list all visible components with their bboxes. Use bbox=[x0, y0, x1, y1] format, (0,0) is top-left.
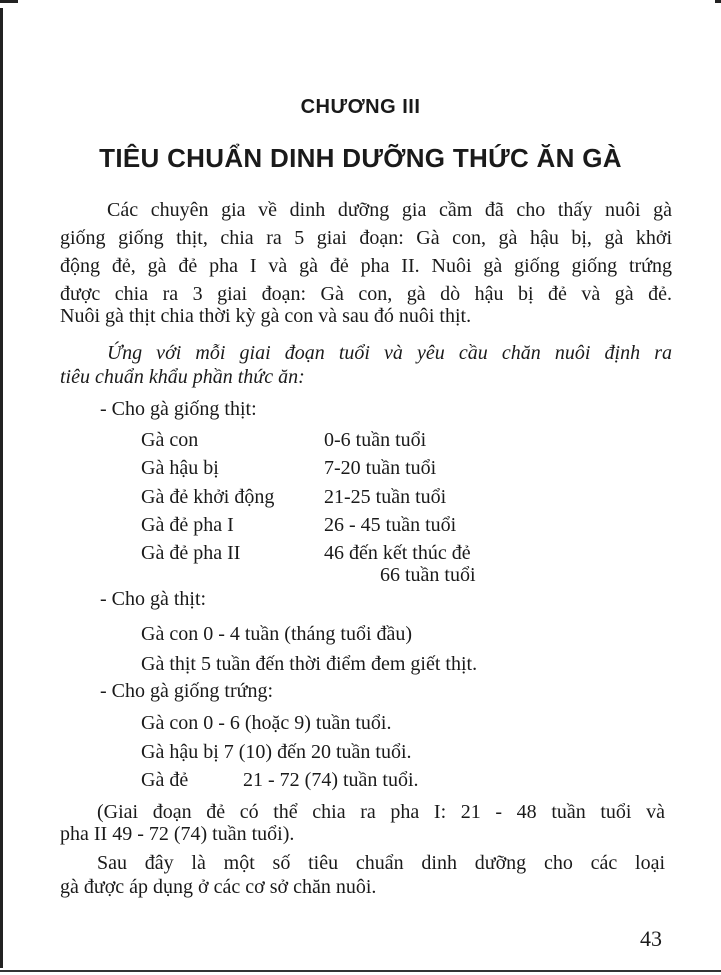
stage-label: Gà đẻ pha I bbox=[141, 514, 234, 536]
paragraph-line: (Giai đoạn đẻ có thể chia ra pha I: 21 - 48 tuần tuổi và bbox=[97, 801, 665, 823]
paragraph-line: được chia ra 3 giai đoạn: Gà con, gà dò hậu bị đẻ và gà đẻ. bbox=[60, 283, 672, 305]
stage-label: Gà đẻ pha II bbox=[141, 542, 241, 564]
page-number: 43 bbox=[640, 926, 662, 951]
age-range: 7-20 tuần tuổi bbox=[324, 457, 437, 479]
stage-label: Gà hậu bị bbox=[141, 457, 219, 479]
list-item: Gà hậu bị 7 (10) đến 20 tuần tuổi. bbox=[141, 741, 412, 763]
stage-label: Gà đẻ khởi động bbox=[141, 486, 275, 508]
paragraph-line: pha II 49 - 72 (74) tuần tuổi). bbox=[60, 823, 295, 845]
page-title: TIÊU CHUẨN DINH DƯỠNG THỨC ĂN GÀ bbox=[99, 143, 622, 173]
paragraph-line: tiêu chuẩn khẩu phần thức ăn: bbox=[60, 366, 305, 388]
scan-edge-bottom bbox=[0, 970, 721, 972]
paragraph-line: gà được áp dụng ở các cơ sở chăn nuôi. bbox=[60, 876, 377, 898]
list-item: Gà con 0 - 6 (hoặc 9) tuần tuổi. bbox=[141, 712, 392, 734]
stage-label: Gà đẻ bbox=[141, 769, 189, 791]
stage-label: Gà con bbox=[141, 429, 199, 451]
age-range: 21 - 72 (74) tuần tuổi. bbox=[243, 769, 419, 791]
list-item: Gà con 0 - 4 tuần (tháng tuổi đầu) bbox=[141, 623, 413, 645]
paragraph-line: Sau đây là một số tiêu chuẩn dinh dưỡng cho các loại bbox=[97, 852, 665, 874]
paragraph-line: động đẻ, gà đẻ pha I và gà đẻ pha II. Nuôi gà giống giống trứng bbox=[60, 255, 672, 277]
age-range: 0-6 tuần tuổi bbox=[324, 429, 427, 451]
paragraph-line: giống giống thịt, chia ra 5 giai đoạn: Gà con, gà hậu bị, gà khởi bbox=[60, 227, 672, 249]
section-heading: - Cho gà giống trứng: bbox=[100, 680, 274, 702]
age-range-continuation: 66 tuần tuổi bbox=[380, 564, 476, 586]
scan-edge-top bbox=[0, 0, 18, 3]
age-range: 46 đến kết thúc đẻ bbox=[324, 542, 471, 564]
chapter-heading: CHƯƠNG III bbox=[300, 96, 421, 118]
section-heading: - Cho gà thịt: bbox=[100, 588, 207, 610]
paragraph-line: Nuôi gà thịt chia thời kỳ gà con và sau đó nuôi thịt. bbox=[60, 305, 472, 327]
paragraph-line: Các chuyên gia về dinh dưỡng gia cầm đã cho thấy nuôi gà bbox=[107, 199, 672, 221]
age-range: 21-25 tuần tuổi bbox=[324, 486, 447, 508]
age-range: 26 - 45 tuần tuổi bbox=[324, 514, 457, 536]
list-item: Gà thịt 5 tuần đến thời điểm đem giết thịt. bbox=[141, 653, 478, 675]
scan-mark bbox=[715, 0, 721, 3]
section-heading: - Cho gà giống thịt: bbox=[100, 398, 257, 420]
paragraph-line: Ứng với mỗi giai đoạn tuổi và yêu cầu chăn nuôi định ra bbox=[107, 342, 672, 364]
